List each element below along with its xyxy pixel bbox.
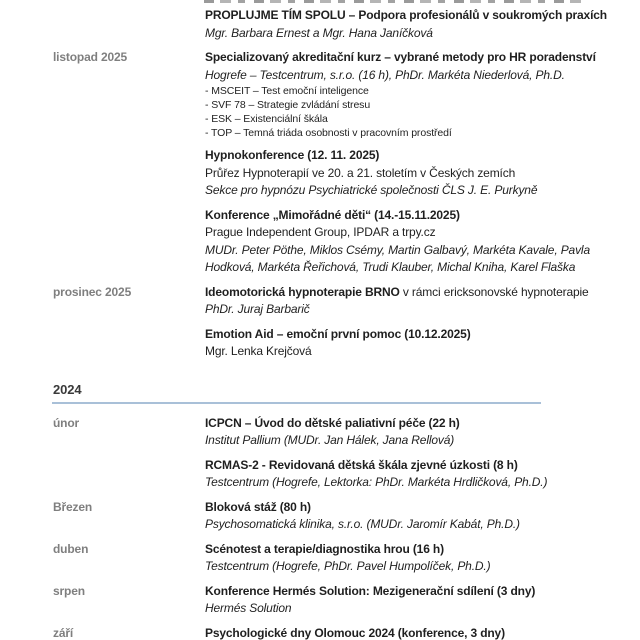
event-subtitle: Hermés Solution	[205, 601, 292, 615]
event-date: prosinec 2025	[53, 284, 132, 299]
event-bullet: - TOP – Temná triáda osobnosti v pracovním prostředí	[205, 127, 452, 139]
event-row	[52, 207, 590, 277]
event-title: Specializovaný akreditační kurz – vybrané metody pro HR poradenství	[205, 50, 596, 64]
event-title-segment: Ideomotorická hypnoterapie BRNO	[205, 284, 400, 299]
event-title: Emotion Aid – emoční první pomoc (10.12.2025)	[205, 326, 471, 341]
event-subtitle: MUDr. Peter Pöthe, Miklos Csémy, Martin Galbavý, Markéta Kavale, Pavla	[205, 242, 590, 257]
event-row	[52, 7, 607, 42]
event-content	[205, 326, 590, 361]
event-row	[52, 583, 590, 618]
event-date	[52, 7, 205, 42]
event-title: PROPLUJME TÍM SPOLU – Podpora profesionálů v soukromých praxích	[205, 8, 607, 22]
event-subtitle: Psychosomatická klinika, s.r.o. (MUDr. Jaromír Kabát, Ph.D.)	[205, 517, 520, 531]
event-row	[52, 415, 590, 450]
event-content	[205, 415, 590, 450]
event-row	[52, 147, 590, 200]
event-bullet: - ESK – Existenciální škála	[205, 113, 328, 125]
event-subtitle: Sekce pro hypnózu Psychiatrické společnosti ČLS J. E. Purkyně	[205, 183, 538, 197]
event-date: listopad 2025	[53, 50, 128, 64]
event-subtitle: Mgr. Lenka Krejčová	[205, 344, 312, 358]
event-content	[205, 583, 590, 618]
event-subtitle: Testcentrum (Hogrefe, PhDr. Pavel Humpolíček, Ph.D.)	[205, 559, 491, 573]
event-title: Konference „Mimořádné děti“ (14.-15.11.2025)	[205, 207, 460, 222]
clipped-text-fragment	[204, 0, 584, 3]
event-title	[205, 284, 590, 302]
event-title: Psychologické dny Olomouc 2024 (konference, 3 dny)	[205, 625, 505, 640]
events-timeline	[52, 7, 607, 640]
event-subtitle: Testcentrum (Hogrefe, Lektorka: PhDr. Markéta Hrdličková, Ph.D.)	[205, 475, 548, 489]
event-content	[205, 625, 590, 640]
event-date: září	[53, 625, 74, 640]
event-row	[52, 49, 596, 140]
event-subtitle: Hodková, Markéta Řeřichová, Trudi Klauber, Michal Kniha, Karel Flaška	[205, 260, 576, 274]
event-subtitle: Prague Independent Group, IPDAR a trpy.cz	[205, 225, 436, 239]
event-title-segment: v rámci ericksonovské hypnoterapie	[399, 284, 589, 299]
event-row	[52, 457, 590, 492]
event-title: Hypnokonference (12. 11. 2025)	[205, 148, 380, 162]
event-row	[52, 284, 590, 319]
event-date: únor	[53, 415, 80, 430]
event-row	[52, 326, 590, 361]
section-heading-2024: 2024	[53, 381, 82, 397]
section-divider	[52, 402, 541, 404]
event-row	[52, 499, 590, 534]
event-content	[205, 147, 590, 200]
event-content	[205, 284, 590, 319]
event-subtitle: PhDr. Juraj Barbarič	[205, 302, 310, 316]
event-date	[52, 457, 205, 492]
event-date: duben	[53, 541, 89, 556]
event-row	[52, 625, 590, 640]
event-date	[52, 207, 205, 277]
event-content	[205, 499, 590, 534]
event-content	[205, 541, 590, 576]
event-row	[52, 541, 590, 576]
event-subtitle: Institut Pallium (MUDr. Jan Hálek, Jana Rellová)	[205, 433, 455, 447]
event-title: Scénotest a terapie/diagnostika hrou (16 h)	[205, 541, 444, 556]
event-content	[205, 457, 590, 492]
event-content	[205, 207, 590, 277]
event-date	[52, 326, 205, 361]
event-date: srpen	[53, 583, 85, 598]
event-bullet: - SVF 78 – Strategie zvládání stresu	[205, 99, 371, 111]
event-bullet: - MSCEIT – Test emoční inteligence	[205, 85, 369, 97]
event-subtitle: Průřez Hypnoterapií ve 20. a 21. stoletím v Českých zemích	[205, 165, 516, 180]
event-content	[205, 49, 596, 140]
event-date: Březen	[53, 499, 93, 514]
event-subtitle: Mgr. Barbara Ernest a Mgr. Hana Janíčková	[205, 25, 433, 40]
event-subtitle: Hogrefe – Testcentrum, s.r.o. (16 h), PhDr. Markéta Niederlová, Ph.D.	[205, 67, 565, 82]
event-date	[52, 147, 205, 200]
event-title: Konference Hermés Solution: Mezigenerační sdílení (3 dny)	[205, 583, 536, 598]
event-title: RCMAS-2 - Revidovaná dětská škála zjevné úzkosti (8 h)	[205, 457, 518, 472]
event-title: Bloková stáž (80 h)	[205, 499, 311, 514]
event-title: ICPCN – Úvod do dětské paliativní péče (22 h)	[205, 415, 460, 430]
event-content	[205, 7, 607, 42]
